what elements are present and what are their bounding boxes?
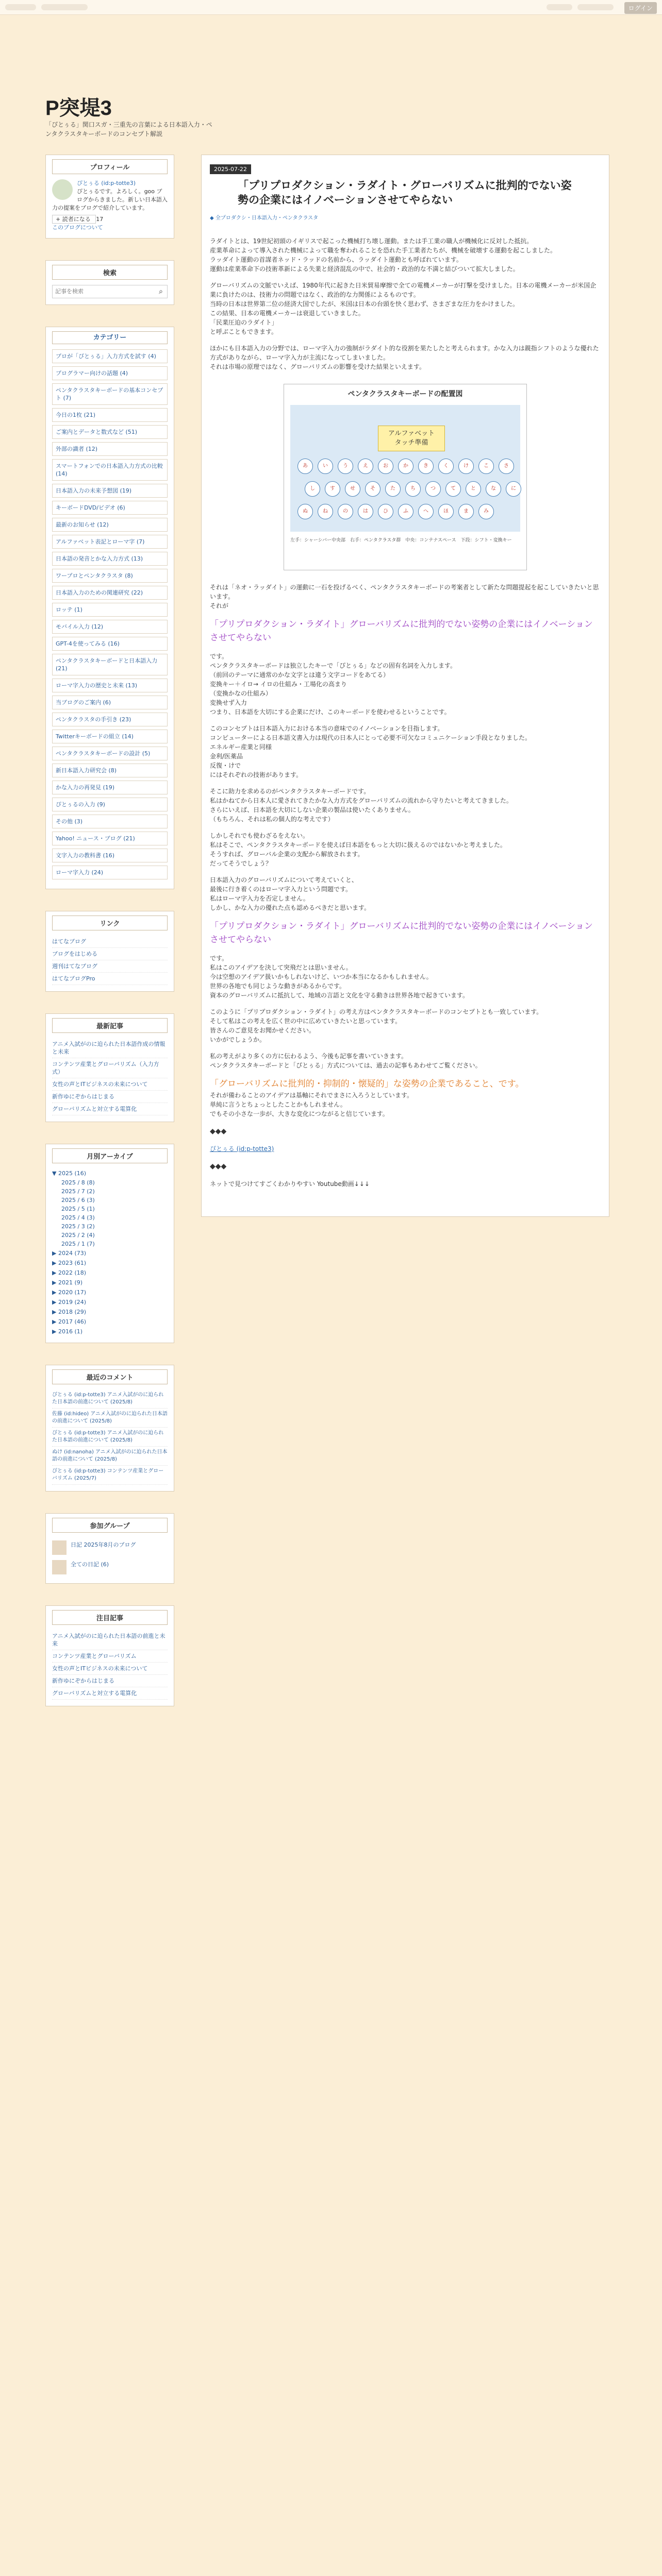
figure-key: お <box>378 459 393 474</box>
follow-label: 読者になる <box>62 216 91 223</box>
figure-key: み <box>478 504 494 519</box>
keyboard-area <box>290 405 520 532</box>
login-button[interactable]: ログイン <box>624 2 657 14</box>
category-item[interactable]: ご案内とデータと数式など (51) <box>52 425 168 439</box>
module-title: リンク <box>52 916 168 930</box>
figure-key: す <box>325 481 340 497</box>
paragraph: そこに助力を求めるのがペンタクラスタキーボードです。 私はかねてから日本人に愛されてきたかな入力方式をグローバリズムの流れから守りたいと考えてきました。 さらにいえば、日本語を大切にしない企業の製品は使いたくありません。 （もちろん、それは私の個人的な考えです） <box>210 788 512 823</box>
figure-key: て <box>445 481 461 497</box>
archive-year[interactable]: ▶ 2021 (9) <box>52 1279 83 1286</box>
link-item[interactable]: はてなブログPro <box>52 973 168 985</box>
badge-line: タッチ準備 <box>394 439 428 447</box>
module-title: 参加グループ <box>52 1518 168 1533</box>
figure-key: へ <box>418 504 434 519</box>
figure-key: は <box>358 504 373 519</box>
archive-month[interactable]: 2025 / 3 (2) <box>61 1223 95 1230</box>
profile-name-link[interactable]: ぴとぅる (id:p-totte3) <box>77 180 136 187</box>
popular-item[interactable]: グローバリズムと対立する電算化 <box>52 1687 168 1700</box>
figure-key: く <box>438 459 454 474</box>
profile-bio: ぴとぅるです。よろしく。goo ブログからきました。新しい日本語入力の提案をブログで紹介しています。 <box>52 188 168 211</box>
archive-month[interactable]: 2025 / 6 (3) <box>61 1197 95 1204</box>
links-module <box>45 911 174 992</box>
paragraph: です。 私はこのアイデアを決して突飛だとは思いません。 今は空想のアイデア扱いかもしれないけど、いつか本当になるかもしれません。 世界の各地でも同じような動きがあるからです。 資本のグローバリズムに抵抗して、地域の言語と文化を守る動きは世界各地で起きています。 <box>210 955 469 999</box>
figure-key: た <box>385 481 401 497</box>
recent-item[interactable]: グローバリズムと対立する電算化 <box>52 1103 168 1115</box>
archive-year[interactable]: ▶ 2020 (17) <box>52 1289 87 1296</box>
figure-key: つ <box>425 481 441 497</box>
figure-key: に <box>506 481 521 497</box>
headline-orange: 「グローバリズムに批判的・抑制的・懐疑的」な姿勢の企業であること、です。 <box>210 1079 524 1089</box>
category-item[interactable]: プロが「ぴとぅる」入力方式を試す (4) <box>52 349 168 363</box>
figure-key: せ <box>345 481 360 497</box>
sidebar <box>45 155 174 1728</box>
category-item[interactable]: GPT-4を使ってみる (16) <box>52 637 168 651</box>
recent-module <box>45 1013 174 1122</box>
link-item[interactable]: はてなブログ <box>52 936 168 948</box>
category-item[interactable]: 最新のお知らせ (12) <box>52 518 168 532</box>
figure-key: あ <box>297 459 313 474</box>
comment-item[interactable]: ぬけ (id:nanoha) アニメ入試がのに迫られた日本語の前進について (2025/8) <box>52 1447 168 1466</box>
post-category-label: 全プロダクシ・日本語入力・ペンタクラスタ <box>215 215 319 221</box>
category-item[interactable]: アルファベット表記とローマ字 (7) <box>52 535 168 549</box>
module-title: 最新記事 <box>52 1018 168 1033</box>
category-item[interactable]: Yahoo! ニュース・ブログ (21) <box>52 832 168 845</box>
category-item[interactable]: ペンタクラスタキーボードの基本コンセプト (7) <box>52 383 168 405</box>
figure-key: こ <box>478 459 494 474</box>
category-item[interactable]: モバイル入力 (12) <box>52 620 168 634</box>
category-item[interactable]: ペンタクラスタキーボードの設計 (5) <box>52 747 168 760</box>
category-item[interactable]: ペンタクラスタキーボードと日本語入力 (21) <box>52 654 168 675</box>
archive-month[interactable]: 2025 / 2 (4) <box>61 1232 95 1239</box>
category-item[interactable]: かな入力の再発見 (19) <box>52 781 168 794</box>
figure-key: の <box>338 504 353 519</box>
category-item[interactable]: 文字入力の教科書 (16) <box>52 849 168 862</box>
paragraph: このコンセプトは日本語入力における本当の意味でのイノベーションを目指します。 コンピューターによる日本語文書入力は現代の日本人にとって必要不可欠なコミュニケーション手段となりました。 エネルギー産業と同様 金利/医薬品 反復・けで にはそれぞれの技術があります。 <box>210 725 532 778</box>
search-module <box>45 260 174 305</box>
nav-placeholder[interactable] <box>547 4 572 10</box>
post-date: 2025-07-22 <box>210 164 251 174</box>
category-item[interactable]: ワープロとペンタクラスタ (8) <box>52 569 168 583</box>
article <box>201 155 609 1217</box>
figure-key: し <box>305 481 320 497</box>
blog-title[interactable]: P突堤3 <box>45 97 112 120</box>
archive-year[interactable]: ▶ 2024 (73) <box>52 1250 87 1257</box>
archive-module <box>45 1144 174 1343</box>
comment-item[interactable]: 佐藤 (id:hideo) アニメ入試がのに迫られた日本語の前進について (2025/8) <box>52 1409 168 1428</box>
comments-module <box>45 1365 174 1492</box>
paragraph: このように「プリプロダクション・ラダイト」の考え方はペンタクラスタキーボードのコンセプトとも一致しています。 そして私はこの考えを広く世の中に広めていきたいと思っています。 皆さんのご意見をお聞かせください。 いかがでしょうか。 <box>210 1008 543 1043</box>
archive-year[interactable]: ▶ 2017 (46) <box>52 1318 87 1325</box>
group-thumbnail <box>52 1540 67 1555</box>
nav-placeholder[interactable] <box>41 4 88 10</box>
post-title[interactable]: 「プリプロダクション・ラダイト・グローバリズムに批判的でない姿勢の企業にはイノベーションさせてやらない <box>238 179 572 206</box>
paragraph: しかしそれでも使わざるをえない。 私はそこで、ペンタクラスタキーボードを使えば日本語をもっと大切に扱えるのではないかと考えました。 そうすれば、グローバル企業の支配から解放されます。 だってそうでしょう？ <box>210 832 506 867</box>
popular-item[interactable]: 女性の声とITビジネスの未来について <box>52 1663 168 1675</box>
category-item[interactable]: ロッテ (1) <box>52 603 168 617</box>
recent-item[interactable]: 新作ゆにぞからはじまる <box>52 1091 168 1103</box>
author-link[interactable]: ぴとぅる (id:p-totte3) <box>210 1145 274 1153</box>
paragraph: グローバリズムの文脈でいえば、1980年代に起きた日米貿易摩擦で全ての電機メーカーが打撃を受けました。日本の電機メーカーが米国企業に負けたのは、技術力の問題ではなく、政治的な力関係によるものです。 当時の日本は世界第二位の経済大国でしたが、米国は日本の台頭を快く思わず、さまざまな圧力をかけました。 この結果、日本の電機メーカーは衰退していきました。 「民業圧迫のラダイト」 と呼ぶこともできます。 <box>210 282 597 335</box>
keyboard-figure <box>284 384 527 570</box>
archive-month[interactable]: 2025 / 5 (1) <box>61 1206 95 1212</box>
archive-year[interactable]: ▶ 2019 (24) <box>52 1299 87 1306</box>
archive-month[interactable]: 2025 / 8 (8) <box>61 1179 95 1186</box>
paragraph: です。 ペンタクラスタキーボードは独立したキーで「ぴとぅる」などの固有名詞を入力します。 （前回のテーマに通常のかな文字とは違う文字コードをあてる） 変換キー＋イロ→ イロの仕組み・工場化の高まり （変換かなの仕組み） 変換せず入力 つまり、日本語を大切にする企業にだけ、このキーボードを使わせるということです。 <box>210 653 456 716</box>
group-label: 日記 2025年8月のブログ <box>71 1541 136 1548</box>
search-input[interactable] <box>53 285 155 298</box>
divider: ◆◆◆ <box>210 1127 227 1136</box>
plus-icon: + <box>56 216 61 223</box>
blog-description: 「ぴとぅる」関口スガ・三重先の言葉による日本語入力・ペンタクラスタキーボードのコンセプト解説 <box>45 121 212 138</box>
category-item[interactable]: スマートフォンでの日本語入力方式の比較 (14) <box>52 459 168 481</box>
post-category[interactable] <box>210 213 609 221</box>
headline: 「プリプロダクション・ラダイト」グローバリズムに批判的でない姿勢の企業にはイノベーションさせてやらない <box>210 619 593 643</box>
link-item[interactable]: ブログをはじめる <box>52 948 168 960</box>
category-item[interactable]: 外部の識者 (12) <box>52 442 168 456</box>
groups-module <box>45 1513 174 1584</box>
popular-item[interactable]: 新作ゆにぞからはじまる <box>52 1675 168 1687</box>
category-item[interactable]: 日本語の発音とかな入力方式 (13) <box>52 552 168 566</box>
group-item[interactable] <box>52 1557 168 1577</box>
paragraph: 私の考えがより多くの方に伝わるよう、今後も記事を書いていきます。 ペンタクラスタキーボードと「ぴとぅる」方式については、過去の記事もあわせてご覧ください。 <box>210 1053 482 1069</box>
avatar[interactable] <box>52 179 73 200</box>
category-item[interactable]: その他 (3) <box>52 815 168 828</box>
category-item[interactable]: ペンタクラスタの手引き (23) <box>52 713 168 726</box>
popular-item[interactable]: アニメ入試がのに迫られた日本語の前進と未来 <box>52 1630 168 1650</box>
recent-item[interactable]: コンテンツ産業とグローバリズム（入力方式） <box>52 1058 168 1078</box>
paragraph: ほかにも日本語入力の分野では、ローマ字入力の強制がラダイト的な役割を果たしたと考えられます。かな入力は親指シフトのような優れた方式がありながら、ローマ字入力が主流になってしまいました。 それは市場の原理ではなく、グローバリズムの影響を受けた結果といえます。 <box>210 345 599 370</box>
post-body <box>202 236 609 1216</box>
popular-module <box>45 1605 174 1706</box>
figure-key: き <box>418 459 434 474</box>
blog-header <box>0 14 662 138</box>
follower-count: 17 <box>96 216 104 223</box>
nav-placeholder[interactable] <box>5 4 36 10</box>
figure-badge <box>378 426 445 451</box>
about-blog-link[interactable]: このブログについて <box>52 224 103 231</box>
category-item[interactable]: 今日の1枚 (21) <box>52 408 168 422</box>
archive-year[interactable]: ▼ 2025 (16) <box>52 1170 87 1177</box>
group-label: 全ての日記 (6) <box>71 1561 109 1568</box>
top-navigation-bar <box>0 0 662 15</box>
follow-button[interactable] <box>52 215 96 224</box>
category-item[interactable]: ローマ字入力 (24) <box>52 866 168 879</box>
category-item[interactable]: Twitterキーボードの組立 (14) <box>52 730 168 743</box>
figure-key: え <box>358 459 373 474</box>
figure-key: い <box>318 459 333 474</box>
module-title: プロフィール <box>52 159 168 174</box>
category-item[interactable]: ぴとぅるの入力 (9) <box>52 798 168 811</box>
figure-key: と <box>466 481 481 497</box>
badge-line: アルファベット <box>388 430 435 437</box>
module-title: 検索 <box>52 265 168 280</box>
figure-key: け <box>458 459 474 474</box>
category-item[interactable]: 日本語入力のための関連研究 (22) <box>52 586 168 600</box>
figure-key: か <box>398 459 413 474</box>
figure-key: ね <box>318 504 333 519</box>
popular-item[interactable]: コンテンツ産業とグローバリズム <box>52 1650 168 1663</box>
figure-key: そ <box>365 481 380 497</box>
divider: ◆◆◆ <box>210 1162 227 1171</box>
tag-icon: ◆ <box>210 215 216 221</box>
figure-key: ふ <box>398 504 413 519</box>
paragraph: 日本語入力のグローバリズムについて考えていくと、 最後に行き着くのはローマ字入力という問題です。 私はローマ字入力を否定しません。 しかし、かな入力の優れた点も認めるべきだと思います。 <box>210 876 371 911</box>
figure-key: ち <box>405 481 421 497</box>
category-item[interactable]: 当ブログのご案内 (6) <box>52 696 168 709</box>
module-title: 最近のコメント <box>52 1369 168 1384</box>
archive-year[interactable]: ▶ 2016 (1) <box>52 1328 83 1335</box>
group-thumbnail <box>52 1560 67 1574</box>
category-item[interactable]: 新日本語入力研究会 (8) <box>52 764 168 777</box>
figure-key: ほ <box>438 504 454 519</box>
recent-item[interactable]: アニメ入試がのに迫られた日本語作成の情報と未来 <box>52 1038 168 1058</box>
module-title: カテゴリー <box>52 331 168 344</box>
archive-month[interactable]: 2025 / 1 (7) <box>61 1241 95 1247</box>
archive-year[interactable]: ▶ 2022 (18) <box>52 1269 87 1276</box>
group-item[interactable] <box>52 1538 168 1557</box>
comment-item[interactable]: ぴとぅる (id:p-totte3) アニメ入試がのに迫られた日本語の前進について (2025/8) <box>52 1389 168 1409</box>
nav-placeholder[interactable] <box>577 4 614 10</box>
comment-item[interactable]: ぴとぅる (id:p-totte3) アニメ入試がのに迫られた日本語の前進について (2025/8) <box>52 1428 168 1447</box>
figure-key: ぬ <box>297 504 313 519</box>
module-title: 注目記事 <box>52 1610 168 1625</box>
paragraph: それは「ネオ・ラッダイト」の運動に一石を投げるべく、ペンタクラスタキーボードの考案者として新たな問題提起を起こしていきたいと思います。 それが <box>210 584 599 609</box>
headline: 「プリプロダクション・ラダイト」グローバリズムに批判的でない姿勢の企業にはイノベーションさせてやらない <box>210 921 593 945</box>
category-item[interactable]: 日本語入力の未来予想図 (19) <box>52 484 168 498</box>
search-icon[interactable]: ⌕ <box>159 287 163 296</box>
profile-module <box>45 155 174 239</box>
archive-month[interactable]: 2025 / 7 (2) <box>61 1188 95 1195</box>
figure-key: さ <box>499 459 514 474</box>
figure-title: ペンタクラスタキーボードの配置図 <box>347 390 463 398</box>
figure-key: ひ <box>378 504 393 519</box>
archive-year[interactable]: ▶ 2018 (29) <box>52 1309 87 1315</box>
recent-item[interactable]: 女性の声とITビジネスの未来について <box>52 1078 168 1091</box>
archive-month[interactable]: 2025 / 4 (3) <box>61 1214 95 1221</box>
figure-legend: 左手：シャーシバー中央部 右手：ペンタクラスタ群 中央：コンテナスペース 下段：シフト・変換キー <box>290 538 512 543</box>
category-item[interactable]: プログラマー向けの話題 (4) <box>52 366 168 380</box>
comment-item[interactable]: ぴとぅる (id:p-totte3) コンテンツ産業とグローバリズム (2025/7) <box>52 1466 168 1485</box>
figure-key: う <box>338 459 353 474</box>
footer-note: ネットで見つけてすごくわかりやすい Youtube動画↓↓↓ <box>210 1180 370 1188</box>
paragraph: それが備わることのアイデアは基軸にそれでまさに入ろうとしています。 単純に言うとちょっとしたことかもしれません。 でもその小さな一歩が、大きな変化につながると信じています。 <box>210 1092 413 1117</box>
figure-key: な <box>486 481 501 497</box>
category-module <box>45 327 174 889</box>
category-item[interactable]: ローマ字入力の歴史と未来 (13) <box>52 679 168 692</box>
category-item[interactable]: キーボードDVD/ビデオ (6) <box>52 501 168 515</box>
figure-key: ま <box>458 504 474 519</box>
archive-year[interactable]: ▶ 2023 (61) <box>52 1260 87 1266</box>
module-title: 月別アーカイブ <box>52 1148 168 1163</box>
paragraph: ラダイトとは、19世紀初頭のイギリスで起こった機械打ち壊し運動。または手工業の職人が機械化に反対した抵抗。 産業革命によって導入された機械によって職を奪われることを恐れた手工業者たちが、機械を破壊する運動を起こしました。 ラッダイト運動の首謀者ネッド・ラッドの名前から、ラッダイト運動とも呼ばれています。 運動は産業革命下の技術革新による失業と経済混乱の中で、社会的・政治的な不満と結びついて拡大しました。 <box>210 238 557 273</box>
link-item[interactable]: 週刊はてなブログ <box>52 960 168 973</box>
